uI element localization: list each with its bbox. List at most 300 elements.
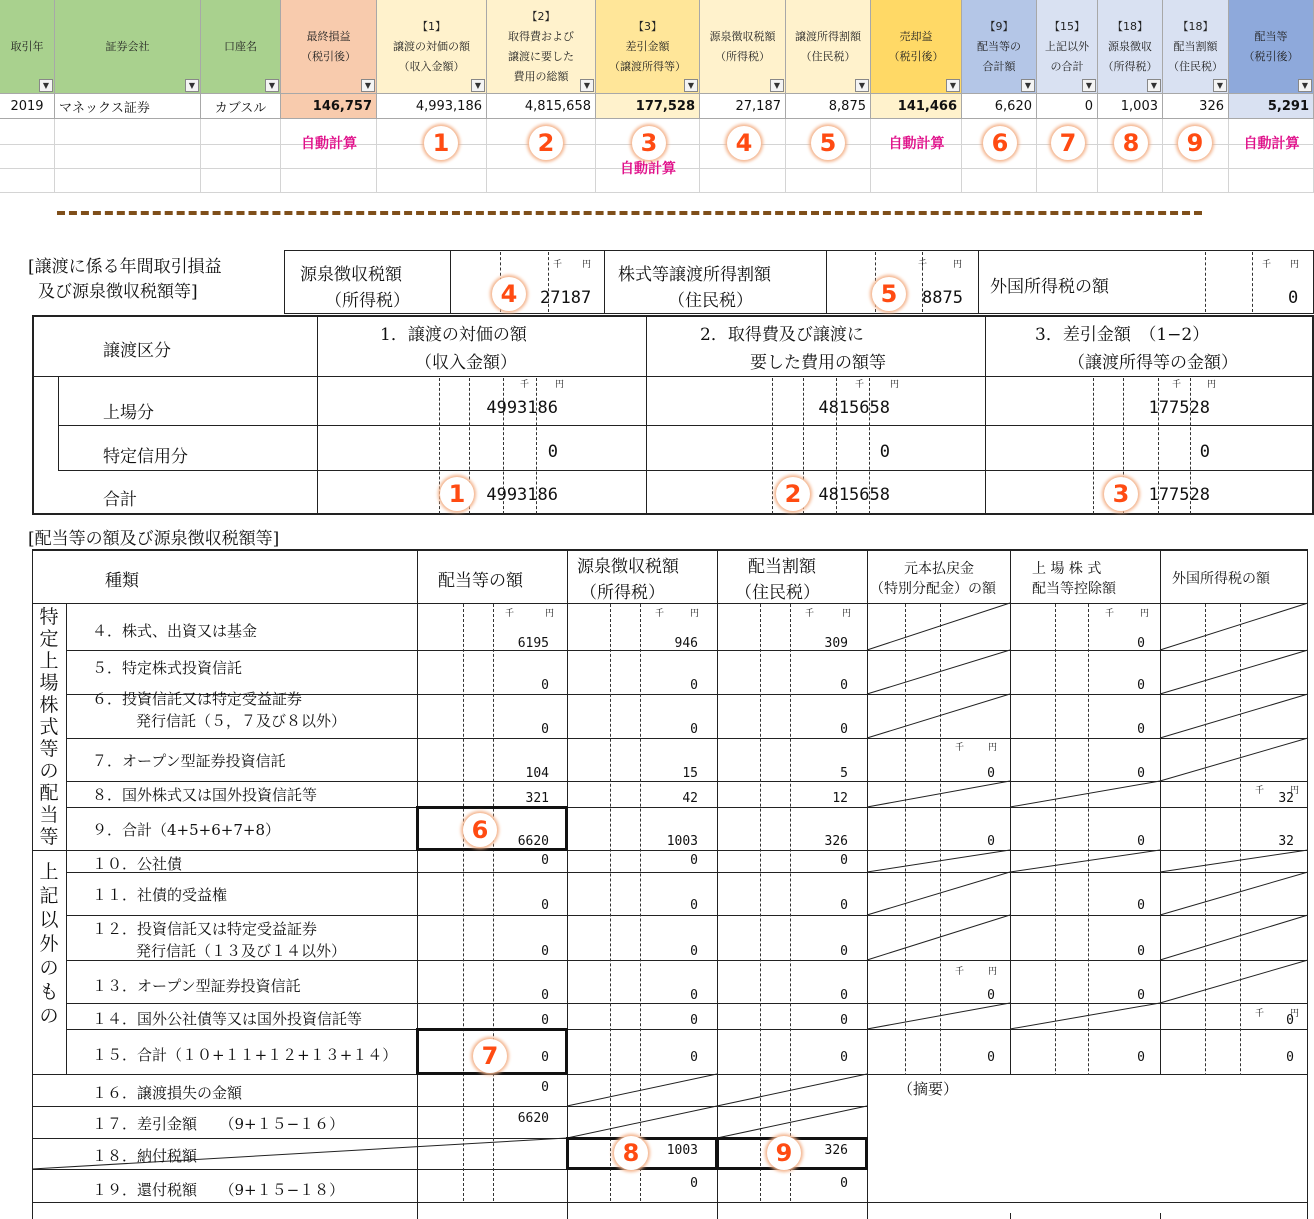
foreign-tax-label: 外国所得税の額 xyxy=(990,277,1109,297)
cell-value: 0 xyxy=(1137,1050,1145,1065)
header-text: 【18】 xyxy=(1112,19,1148,33)
form1-title: [譲渡に係る年間取引損益 xyxy=(28,257,222,277)
filter-icon[interactable]: ▼ xyxy=(185,79,199,92)
col-header-resident: 配当割額 xyxy=(748,557,816,577)
column-header[interactable] xyxy=(1037,0,1098,94)
column-header[interactable] xyxy=(487,0,596,94)
col-header-type: 種類 xyxy=(105,571,139,591)
row-value: 0 xyxy=(1199,442,1210,462)
form-line xyxy=(58,470,1314,471)
filter-icon[interactable]: ▼ xyxy=(265,79,279,92)
side-char: の xyxy=(39,760,59,782)
row-value: 177528 xyxy=(1148,485,1210,505)
cell-5[interactable]: 4,815,658 xyxy=(487,94,596,119)
unit-yen: 円 xyxy=(890,380,900,390)
marker-badge-6: 6 xyxy=(983,126,1017,160)
marker-badge-5: 5 xyxy=(872,277,906,311)
cell-3[interactable]: 146,757 xyxy=(281,94,377,119)
stock-tax-value: 8875 xyxy=(922,288,963,308)
unit-thousand: 千 xyxy=(805,609,815,619)
col-header-2: 2．取得費及び譲渡に xyxy=(700,325,864,345)
empty-cell[interactable] xyxy=(55,169,201,193)
marker-badge-4: 4 xyxy=(727,126,761,160)
column-header[interactable] xyxy=(871,0,962,94)
row-label: １９．還付税額 （9+１５−１８） xyxy=(92,1181,345,1199)
dropdown-arrow-icon[interactable]: ▼ xyxy=(1298,79,1312,92)
form-line xyxy=(32,513,1314,515)
cell-value: 0 xyxy=(690,1050,698,1065)
empty-cell[interactable] xyxy=(487,169,596,193)
form2-title: [配当等の額及び源泉徴収税額等] xyxy=(28,529,280,549)
form-line xyxy=(32,315,34,515)
empty-cell[interactable] xyxy=(1163,169,1229,193)
side-char: 式 xyxy=(39,716,59,738)
cell-value: 5 xyxy=(840,766,848,781)
cell-value: 321 xyxy=(525,791,549,806)
header-text: 【18】 xyxy=(1177,19,1214,33)
column-header[interactable] xyxy=(281,0,377,94)
header-text: 費用の総額 xyxy=(513,69,569,83)
cell-value: 946 xyxy=(674,636,698,651)
cell-value: 12 xyxy=(832,791,848,806)
cell-2[interactable]: カブスル xyxy=(201,94,281,119)
cell-value: 6195 xyxy=(517,636,549,651)
cell-value: 0 xyxy=(1137,636,1145,651)
column-header[interactable] xyxy=(55,0,201,94)
unit-thousand: 千 xyxy=(1255,786,1265,796)
marker-badge-1: 1 xyxy=(424,126,458,160)
column-header[interactable] xyxy=(700,0,786,94)
unit-yen: 円 xyxy=(1290,1009,1300,1019)
cell-value: 0 xyxy=(690,944,698,959)
empty-cell[interactable] xyxy=(962,169,1037,193)
cell-value: 0 xyxy=(1137,988,1145,1003)
row-value: 4815658 xyxy=(818,485,890,505)
marker-badge-8: 8 xyxy=(614,1136,648,1170)
col-header-3: 3．差引金額 （1−2） xyxy=(1035,325,1210,345)
marker-badge-7: 7 xyxy=(473,1039,507,1073)
row-label: １６．譲渡損失の金額 xyxy=(92,1084,243,1102)
column-header[interactable] xyxy=(1229,0,1314,94)
row-label: １３．オープン型証券投資信託 xyxy=(92,977,301,995)
header-text: 譲渡の対価の額 xyxy=(393,39,470,53)
empty-cell[interactable] xyxy=(786,169,871,193)
header-text: 証券会社 xyxy=(105,39,150,53)
cell-value: 42 xyxy=(682,791,698,806)
form-line xyxy=(317,315,318,515)
header-text: 譲渡所得割額 xyxy=(795,29,861,43)
unit-thousand: 千 xyxy=(553,260,563,270)
header-text: の合計 xyxy=(1050,59,1084,73)
foreign-tax-value: 0 xyxy=(1288,288,1299,308)
cell-12[interactable]: 1,003 xyxy=(1098,94,1163,119)
form-line xyxy=(604,250,605,313)
form-line xyxy=(978,250,979,313)
cell-value: 0 xyxy=(690,1176,698,1191)
diagonal-slash xyxy=(1160,603,1308,650)
empty-cell[interactable] xyxy=(55,145,201,169)
unit-thousand: 千 xyxy=(655,609,665,619)
stock-tax-label: 株式等譲渡所得割額 xyxy=(618,265,771,285)
header-text: （所得税） xyxy=(1102,59,1158,73)
cell-value: 0 xyxy=(1137,766,1145,781)
cell-8[interactable]: 8,875 xyxy=(786,94,871,119)
form1-title: 及び源泉徴収税額等] xyxy=(38,282,198,302)
cell-value: 0 xyxy=(690,988,698,1003)
header-text: 【2】 xyxy=(526,9,556,23)
cell-value: 0 xyxy=(987,766,995,781)
empty-cell[interactable] xyxy=(0,145,55,169)
header-text: 差引金額 xyxy=(625,39,670,53)
header-text: 取得費および xyxy=(508,29,574,43)
dropdown-arrow-icon[interactable]: ▼ xyxy=(770,79,784,92)
col-header-return: 元本払戻金 xyxy=(904,561,974,577)
empty-cell[interactable] xyxy=(700,169,786,193)
col-header-deduction-sub: 配当等控除額 xyxy=(1032,581,1116,597)
cell-7[interactable]: 27,187 xyxy=(700,94,786,119)
column-header[interactable] xyxy=(962,0,1037,94)
unit-thousand: 千 xyxy=(955,967,965,977)
cell-value: 6620 xyxy=(517,1111,549,1126)
header-text: 【9】 xyxy=(984,19,1014,33)
diagonal-slash xyxy=(1160,650,1308,694)
cell-value: 0 xyxy=(1137,678,1145,693)
unit-yen: 円 xyxy=(582,260,592,270)
header-text: 配当等の xyxy=(977,39,1021,53)
cell-value: 0 xyxy=(987,988,995,1003)
diagonal-slash xyxy=(867,872,1010,915)
col-header-withholding-sub: （所得税） xyxy=(580,583,665,603)
dropdown-arrow-icon[interactable]: ▼ xyxy=(1147,79,1161,92)
column-header[interactable] xyxy=(377,0,487,94)
cell-value: 0 xyxy=(987,834,995,849)
side-char: 等 xyxy=(39,738,59,760)
diagonal-slash xyxy=(867,781,1010,807)
empty-cell[interactable] xyxy=(201,169,281,193)
cell-13[interactable]: 326 xyxy=(1163,94,1229,119)
side-char: 上 xyxy=(39,650,59,672)
empty-cell[interactable] xyxy=(1229,169,1314,193)
diagonal-slash xyxy=(1160,850,1308,872)
side-char: 以 xyxy=(39,909,59,931)
form-line xyxy=(826,250,827,313)
diagonal-slash xyxy=(1010,850,1160,872)
unit-yen: 円 xyxy=(1290,786,1300,796)
column-header[interactable] xyxy=(1098,0,1163,94)
unit-yen: 円 xyxy=(1207,380,1217,390)
unit-thousand: 千 xyxy=(918,260,928,270)
cell-value: 0 xyxy=(1137,944,1145,959)
unit-yen: 円 xyxy=(690,609,700,619)
header-text: （所得税） xyxy=(715,49,770,63)
empty-cell[interactable] xyxy=(55,119,201,145)
dropdown-arrow-icon[interactable]: ▼ xyxy=(684,79,698,92)
filter-icon[interactable]: ▼ xyxy=(39,79,53,92)
unit-yen: 円 xyxy=(1140,609,1150,619)
withholding-value: 27187 xyxy=(540,288,592,308)
header-text: （住民税） xyxy=(800,49,856,63)
row-value: 4815658 xyxy=(818,398,890,418)
unit-yen: 円 xyxy=(842,609,852,619)
col-header-1: 1．譲渡の対価の額 xyxy=(380,325,527,345)
spreadsheet xyxy=(0,0,1314,196)
dropdown-arrow-icon[interactable]: ▼ xyxy=(361,79,375,92)
cell-value: 326 xyxy=(824,834,848,849)
header-text: 【15】 xyxy=(1049,19,1085,33)
column-header[interactable] xyxy=(1163,0,1229,94)
diagonal-slash xyxy=(867,650,1010,694)
cell-value: 0 xyxy=(1286,1050,1294,1065)
row-label: １２．投資信託又は特定受益証券 xyxy=(92,920,318,938)
diagonal-slash xyxy=(867,850,1010,872)
header-text: （住民税） xyxy=(1168,59,1223,73)
row-label: ６．投資信託又は特定受益証券 xyxy=(92,690,303,708)
form-line xyxy=(284,250,285,313)
dropdown-arrow-icon[interactable]: ▼ xyxy=(855,79,869,92)
cell-value: 0 xyxy=(1286,1013,1294,1028)
diagonal-slash xyxy=(717,1106,867,1138)
marker-badge-2: 2 xyxy=(776,477,810,511)
header-text: 配当等 xyxy=(1254,29,1288,43)
header-text: 合計額 xyxy=(982,59,1016,73)
empty-cell[interactable] xyxy=(377,169,487,193)
dropdown-arrow-icon[interactable]: ▼ xyxy=(1082,79,1096,92)
cell-10[interactable]: 6,620 xyxy=(962,94,1037,119)
cell-value: 32 xyxy=(1278,791,1294,806)
row-label: １４．国外公社債等又は国外投資信託等 xyxy=(92,1010,363,1028)
cell-14[interactable]: 5,291 xyxy=(1229,94,1314,119)
marker-badge-2: 2 xyxy=(529,126,563,160)
dividend-form xyxy=(0,520,1314,1214)
diagonal-slash xyxy=(867,915,1010,960)
row-label: ９．合計（4+5+6+7+8） xyxy=(92,821,280,839)
form-line xyxy=(284,250,1314,251)
header-text: （税引後） xyxy=(888,49,944,63)
unit-thousand: 千 xyxy=(855,380,865,390)
cell-value: 326 xyxy=(824,1143,848,1158)
form-line xyxy=(284,313,1314,314)
header-text: 取引年 xyxy=(10,39,44,53)
col-header-return-sub: （特別分配金）の額 xyxy=(870,581,996,597)
row-label-sub: 発行信託（５，７及び８以外） xyxy=(136,712,347,730)
row-value: 177528 xyxy=(1148,398,1210,418)
marker-badge-8: 8 xyxy=(1114,126,1148,160)
empty-cell[interactable] xyxy=(281,169,377,193)
cell-value: 0 xyxy=(1137,834,1145,849)
cell-value: 32 xyxy=(1278,834,1294,849)
diagonal-slash xyxy=(567,1074,717,1106)
header-text: 源泉徴収税額 xyxy=(709,29,776,43)
cell-value: 0 xyxy=(541,722,549,737)
cell-value: 0 xyxy=(840,898,848,913)
empty-cell[interactable] xyxy=(201,145,281,169)
header-text: 最終損益 xyxy=(306,29,351,43)
dashed-divider xyxy=(1205,252,1206,312)
header-text: 【1】 xyxy=(417,19,446,33)
side-char: 記 xyxy=(39,885,59,907)
form-line xyxy=(646,315,647,515)
header-text: （税引後） xyxy=(1243,49,1299,63)
cell-11[interactable]: 0 xyxy=(1037,94,1098,119)
col-header-foreign: 外国所得税の額 xyxy=(1172,571,1270,587)
auto-calc-label: 自動計算 xyxy=(301,136,357,152)
row-value: 4993186 xyxy=(486,398,558,418)
dropdown-arrow-icon[interactable]: ▼ xyxy=(471,79,485,92)
row-label: ７．オープン型証券投資信託 xyxy=(92,752,286,770)
col-header-category: 譲渡区分 xyxy=(103,341,171,361)
unit-yen: 円 xyxy=(988,743,998,753)
header-text: 口座名 xyxy=(224,39,257,53)
col-header-deduction: 上 場 株 式 xyxy=(1032,561,1102,577)
row-label: ８．国外株式又は国外投資信託等 xyxy=(92,786,318,804)
cell-value: 6620 xyxy=(517,834,549,849)
form-line xyxy=(985,315,986,515)
form-line xyxy=(58,425,1314,426)
cell-value: 0 xyxy=(840,678,848,693)
unit-yen: 円 xyxy=(953,260,963,270)
transfer-form xyxy=(0,230,1314,520)
column-header[interactable] xyxy=(0,0,55,94)
side-char: 配 xyxy=(39,782,59,804)
cell-value: 15 xyxy=(682,766,698,781)
unit-thousand: 千 xyxy=(955,743,965,753)
column-header[interactable] xyxy=(201,0,281,94)
cell-value: 0 xyxy=(541,678,549,693)
header-text: 上記以外 xyxy=(1045,39,1089,53)
cell-value: 104 xyxy=(525,766,549,781)
withholding-sub: （所得税） xyxy=(325,291,410,311)
cell-1[interactable]: マネックス証券 xyxy=(55,94,201,119)
unit-thousand: 千 xyxy=(505,609,515,619)
marker-badge-3: 3 xyxy=(1104,477,1138,511)
diagonal-slash xyxy=(1160,915,1308,960)
dropdown-arrow-icon[interactable]: ▼ xyxy=(1021,79,1035,92)
empty-cell[interactable] xyxy=(871,169,962,193)
header-text: （譲渡所得等） xyxy=(609,59,686,73)
marker-badge-5: 5 xyxy=(811,126,845,160)
unit-thousand: 千 xyxy=(1105,609,1115,619)
marker-badge-1: 1 xyxy=(440,477,474,511)
cell-value: 0 xyxy=(840,1176,848,1191)
col-header-3-sub: （譲渡所得等の金額） xyxy=(1068,353,1238,373)
section-divider xyxy=(57,211,1202,215)
cell-value: 1003 xyxy=(666,1143,698,1158)
side-char: 等 xyxy=(39,826,59,848)
col-header-withholding: 源泉徴収税額 xyxy=(577,557,679,577)
cell-value: 0 xyxy=(541,1013,549,1028)
cell-9[interactable]: 141,466 xyxy=(871,94,962,119)
row-label: １５．合計（１０+１１+１２+１３+１４） xyxy=(92,1046,398,1064)
cell-value: 0 xyxy=(840,722,848,737)
side-char: 外 xyxy=(39,933,59,955)
dropdown-arrow-icon[interactable]: ▼ xyxy=(946,79,960,92)
cell-value: 0 xyxy=(690,722,698,737)
cell-value: 0 xyxy=(840,988,848,1003)
cell-0[interactable]: 2019 xyxy=(0,94,55,119)
diagonal-slash xyxy=(867,1003,1010,1029)
stock-tax-sub: （住民税） xyxy=(668,291,753,311)
row-value: 4993186 xyxy=(486,485,558,505)
header-text: 【3】 xyxy=(633,19,662,33)
cell-4[interactable]: 4,993,186 xyxy=(377,94,487,119)
header-text: 源泉徴収 xyxy=(1108,39,1152,53)
unit-yen: 円 xyxy=(545,609,555,619)
row-label: １１．社債的受益権 xyxy=(92,886,228,904)
diagonal-slash xyxy=(717,1074,867,1106)
cell-value: 0 xyxy=(840,944,848,959)
marker-badge-3: 3 xyxy=(632,126,666,160)
dropdown-arrow-icon[interactable]: ▼ xyxy=(1213,79,1227,92)
cell-value: 0 xyxy=(690,1013,698,1028)
cell-value: 0 xyxy=(690,853,698,868)
diagonal-slash xyxy=(1010,781,1160,807)
side-char: も xyxy=(39,981,59,1003)
side-char: 場 xyxy=(39,672,59,694)
cell-value: 0 xyxy=(1137,898,1145,913)
diagonal-slash xyxy=(1160,872,1308,915)
col-header-amount: 配当等の額 xyxy=(438,571,523,591)
form-line xyxy=(32,315,1314,317)
marker-badge-6: 6 xyxy=(463,813,497,847)
side-char: 当 xyxy=(39,804,59,826)
column-header[interactable] xyxy=(596,0,700,94)
dropdown-arrow-icon[interactable]: ▼ xyxy=(580,79,594,92)
diagonal-slash xyxy=(1160,694,1308,738)
row-label: １０．公社債 xyxy=(92,855,183,873)
side-char: 特 xyxy=(39,606,59,628)
cell-6[interactable]: 177,528 xyxy=(596,94,700,119)
empty-cell[interactable] xyxy=(1098,169,1163,193)
cell-value: 0 xyxy=(541,988,549,1003)
unit-thousand: 千 xyxy=(1255,1009,1265,1019)
unit-yen: 円 xyxy=(555,380,565,390)
empty-cell[interactable] xyxy=(201,119,281,145)
row-label: １８．納付税額 xyxy=(92,1147,198,1165)
empty-cell[interactable] xyxy=(0,119,55,145)
cell-value: 0 xyxy=(987,1050,995,1065)
side-char: の xyxy=(39,1005,59,1027)
unit-yen: 円 xyxy=(988,967,998,977)
auto-calc-label: 自動計算 xyxy=(888,136,945,152)
cell-value: 1003 xyxy=(666,834,698,849)
empty-cell[interactable] xyxy=(1037,169,1098,193)
header-text: 売却益 xyxy=(899,29,933,43)
unit-thousand: 千 xyxy=(1262,260,1272,270)
row-value: 0 xyxy=(547,442,558,462)
row-label: ４．株式、出資又は基金 xyxy=(92,622,258,640)
col-header-resident-sub: （住民税） xyxy=(735,583,820,603)
withholding-label: 源泉徴収税額 xyxy=(300,265,402,285)
diagonal-slash xyxy=(867,694,1010,738)
cell-value: 0 xyxy=(690,898,698,913)
diagonal-slash xyxy=(1010,1003,1160,1029)
cell-value: 0 xyxy=(541,944,549,959)
marker-badge-7: 7 xyxy=(1051,126,1085,160)
column-header[interactable] xyxy=(786,0,871,94)
col-header-2-sub: 要した費用の額等 xyxy=(750,353,886,373)
header-text: 譲渡に要した xyxy=(508,49,574,63)
diagonal-slash xyxy=(567,1106,717,1138)
auto-calc-label: 自動計算 xyxy=(620,161,676,177)
side-char: の xyxy=(39,957,59,979)
empty-cell[interactable] xyxy=(0,169,55,193)
row-label: １７．差引金額 （9+１５−１６） xyxy=(92,1115,345,1133)
cell-value: 0 xyxy=(541,1050,549,1065)
diagonal-slash xyxy=(867,603,1010,650)
diagonal-slash xyxy=(1160,960,1308,1003)
marker-badge-4: 4 xyxy=(492,277,526,311)
header-text: （収入金額） xyxy=(398,59,465,73)
